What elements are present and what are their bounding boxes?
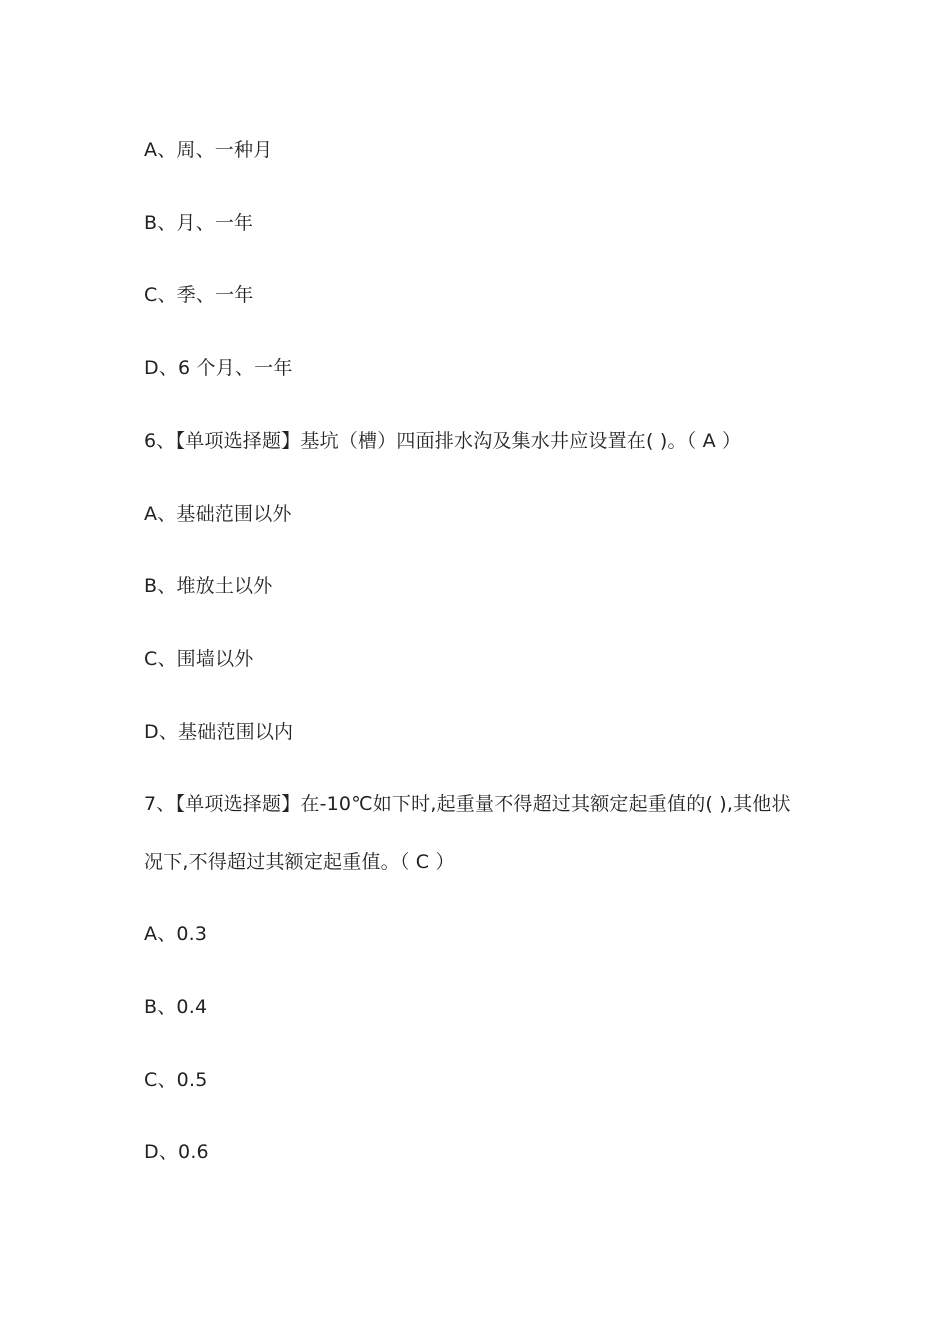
q5-option-c: C、季、一年 [144,284,254,306]
q6-option-b: B、堆放土以外 [144,575,273,597]
q7-option-c: C、0.5 [144,1069,208,1091]
q6-stem: 6、【单项选择题】基坑（槽）四面排水沟及集水井应设置在( )。（ A ） [144,430,742,452]
q7-option-b: B、0.4 [144,996,208,1018]
q6-option-c: C、围墙以外 [144,648,254,670]
q7-stem-line-1: 7、【单项选择题】在-10℃如下时,起重量不得超过其额定起重值的( ),其他状 [144,793,791,815]
q6-option-d: D、基础范围以内 [144,721,294,743]
q5-option-b: B、月、一年 [144,212,254,234]
q5-option-d: D、6 个月、一年 [144,357,293,379]
q6-option-a: A、基础范围以外 [144,503,292,525]
q7-option-a: A、0.3 [144,923,208,945]
q5-option-a: A、周、一种月 [144,139,273,161]
q7-stem-line-2: 况下,不得超过其额定起重值。（ C ） [144,851,455,873]
q7-option-d: D、0.6 [144,1141,209,1163]
